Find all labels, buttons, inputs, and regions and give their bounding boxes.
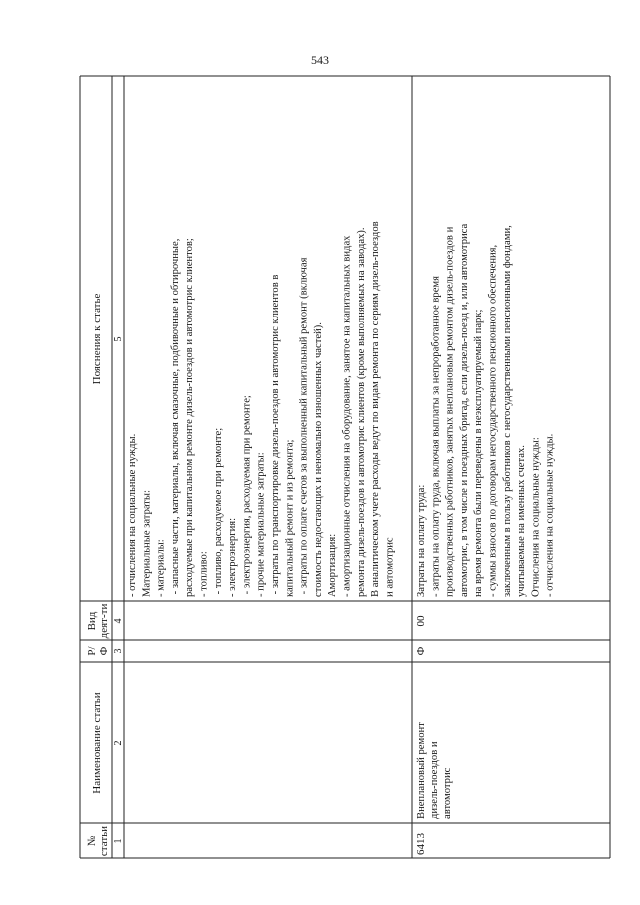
table-row [127,221,395,597]
header-name: Наименование статьи [91,692,103,794]
row-name [416,722,453,819]
header-number: №статьи [86,825,110,857]
cell-text-line: ремонта дизель-поездов и автомотрис клиентов (кроме выполняемых на заводах). [355,227,367,597]
cell-text-line: - электроэнергия, расходуемая при ремонте; [241,395,253,597]
cell-text-line: Затраты на оплату труда: [416,484,427,597]
header-notes: Пояснения к статье [91,293,103,385]
row-notes [416,224,556,597]
index-cell-2: 2 [113,740,124,746]
cell-text-line: - затраты по оплате счетов за выполненный капитальный ремонт (включая [298,257,310,597]
index-cell-1: 1 [113,838,124,844]
cell-text-line: расходуемые при капитальном ремонте дизель-поездов и автомотрис клиентов; [184,238,196,597]
row-notes [127,221,395,597]
table [80,76,610,858]
cell-text-line: автомотрис [442,767,453,819]
cell-text-line: - электроэнергия: [227,517,239,597]
cell-text-line: капитальный ремонт и из ремонта; [284,439,296,597]
header-activity: Виддеят-ти [86,603,110,639]
cell-text-line: Внеплановый ремонт [416,722,427,819]
row-article-number: 6413 [415,833,427,855]
cell-text-line: автомотрис, в том числе и поездных бригад, если дизель-поезд и, или автомотриса [458,223,470,597]
header-rf: Р/Ф [86,646,110,656]
cell-text-line: - затраты по транспортировке дизель-поездов и автомотрис клиентов в [270,274,281,597]
index-cell-4: 4 [113,618,124,624]
cell-text-line: - отчисления на социальные нужды. [127,433,138,597]
cell-text-line: - топливо: [198,551,210,597]
cell-text-line: Амортизация: [327,533,339,597]
table-row [415,224,556,855]
cell-text-line: заключенным в пользу работников с негосударственными пенсионными фондами, [501,225,513,597]
cell-text-line: - запасные части, материалы, включая смазочные, подбивочные и обтирочные, [169,238,181,597]
page-number: 543 [311,53,329,67]
cell-text-line: учитываемые на именных счетах. [516,445,528,597]
cell-text-line: и автомотрис [384,537,396,597]
cell-text-line: - суммы взносов по договорам негосударственного пенсионного обеспечения, [487,244,499,597]
cell-text-line: - затраты на оплату труда, включая выплаты за непроработанное время [430,275,442,597]
cell-text-line: Отчисления на социальные нужды: [530,437,542,597]
cell-text-line: Материальные затраты: [141,490,153,597]
cell-text-line: - прочие материальные затраты: [255,452,267,597]
cell-text-line: В аналитическом учете расходы ведут по видам ремонта по сериям дизель-поездов [370,221,382,597]
cell-text-line: - топливо, расходуемое при ремонте; [212,427,224,597]
row-rf: Ф [415,646,427,656]
cell-text-line: на время ремонта были переведены в неэксплуатируемый парк; [473,309,485,597]
cell-text-line: - отчисления на социальные нужды. [544,433,556,597]
index-cell-3: 3 [113,648,124,654]
index-cell-5: 5 [113,336,124,342]
cell-text-line: стоимость недостающих и неномально изношенных частей). [312,322,324,597]
cell-text-line: - материалы: [155,539,167,597]
row-activity: 00 [415,615,427,627]
cell-text-line: производственных работников, занятых внеплановым ремонтом дизель-поездов и [444,226,456,597]
cell-text-line: дизель-поездов и [429,741,440,819]
cell-text-line: - амортизационные отчисления на оборудование, занятое на капитальных видах [341,235,353,597]
